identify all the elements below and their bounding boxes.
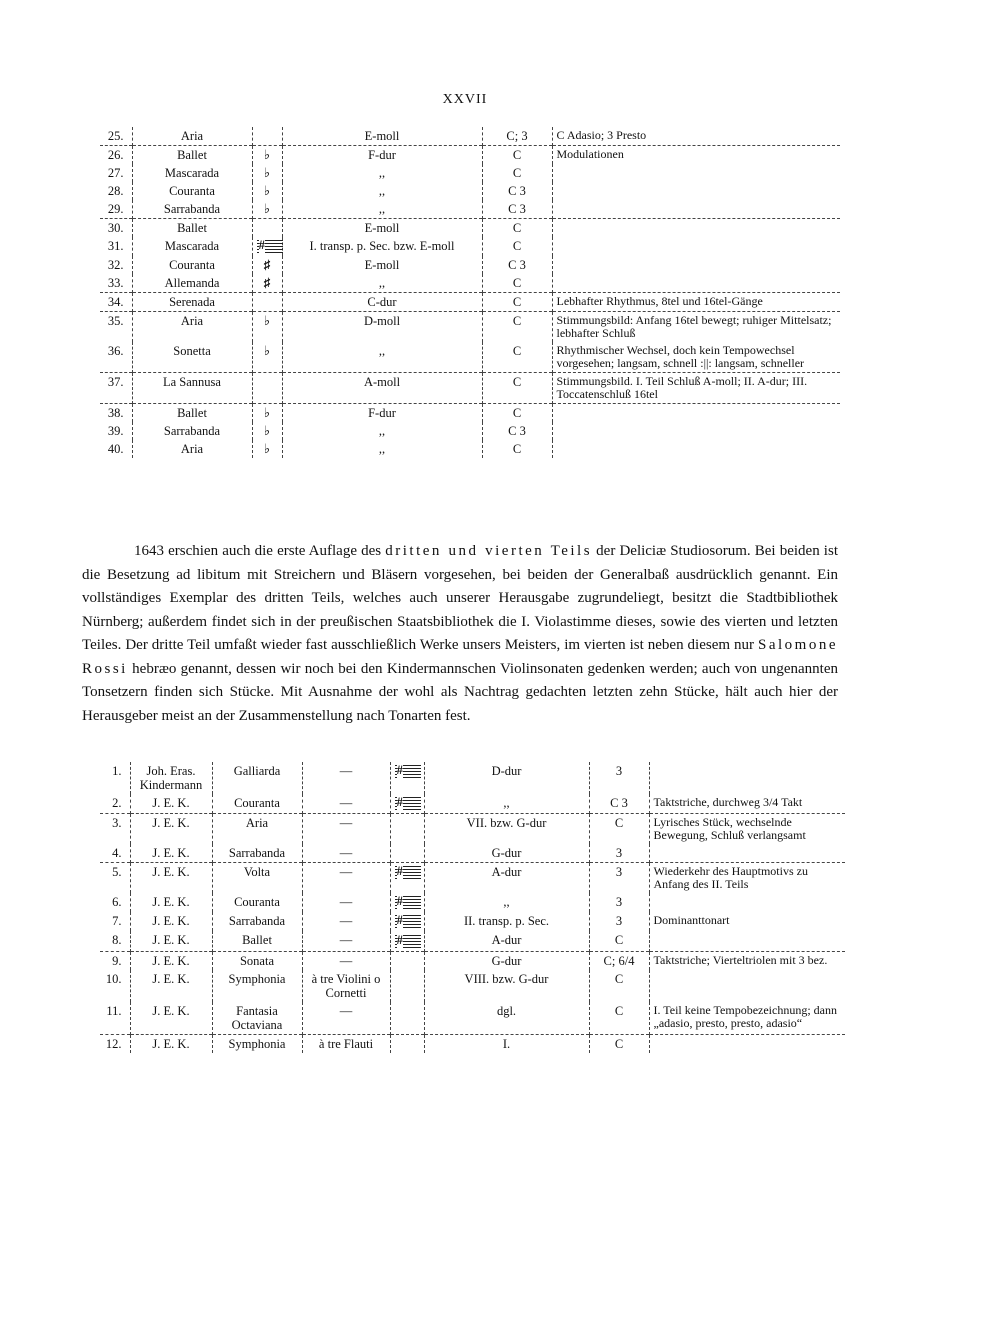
key-signature: ♭ xyxy=(252,164,282,182)
composer: J. E. K. xyxy=(130,893,212,912)
table-row xyxy=(100,274,840,293)
clef-cell xyxy=(390,863,424,894)
meter: C 3 xyxy=(482,182,552,200)
piece-title: Sonetta xyxy=(132,342,252,373)
key-name: F-dur xyxy=(282,146,482,165)
key-signature: ♯ xyxy=(252,256,282,274)
meter: C xyxy=(589,970,649,1002)
meter: 3 xyxy=(589,844,649,863)
entry-number: 35. xyxy=(100,312,132,343)
table-row xyxy=(100,237,840,256)
entry-number: 30. xyxy=(100,219,132,238)
remark xyxy=(649,844,845,863)
entry-number: 34. xyxy=(100,293,132,312)
entry-number: 4. xyxy=(112,846,122,861)
meter: 3 xyxy=(589,912,649,931)
remark xyxy=(552,182,840,200)
entry-number: 32. xyxy=(107,258,124,273)
key-name: dgl. xyxy=(424,1002,589,1035)
key-signature: ♭ xyxy=(252,422,282,440)
page-number: XXVII xyxy=(442,92,488,107)
table-row xyxy=(100,1002,845,1035)
piece-title: Symphonia xyxy=(212,970,302,1002)
table-row xyxy=(100,814,845,845)
clef-staff-icon xyxy=(257,240,283,254)
piece-title: Mascarada xyxy=(132,237,252,256)
entry-number: 36. xyxy=(107,344,124,359)
meter: C 3 xyxy=(589,794,649,814)
key-name: C-dur xyxy=(282,293,482,312)
entry-number: 9. xyxy=(100,951,130,970)
entry-number: 38. xyxy=(100,404,132,423)
meter: C xyxy=(482,237,552,256)
table-row xyxy=(100,312,840,343)
table-row xyxy=(100,342,840,373)
piece-title: Couranta xyxy=(212,794,302,814)
remark: Taktstriche; Vierteltriolen mit 3 bez. xyxy=(649,951,845,970)
remark: Lebhafter Rhythmus, 8tel und 16tel-Gänge xyxy=(552,293,840,312)
table-row xyxy=(100,146,840,165)
prose-part-2: der Deliciæ Studiosorum. Bei beiden ist die Besetzung ad libitum mit Streichern und Bläsern vorgesehen, bei beiden der Generalbaß ausdrücklich genannt. Ein vollständiges Exemplar des dritten Teils, welches auch unserer Herausgabe zugrundeliegt, besitzt die Stadtbibliothek Nürnberg; außerdem findet sich in der preußischen Staatsbibliothek die I. Violastimme dieses, sowie des vierten und letzten Teiles. Der dritte Teil umfaßt wieder fast ausschließlich Werke unsers Meisters, im vierten ist neben diesem nur xyxy=(82,543,838,653)
piece-title: La Sannusa xyxy=(132,373,252,404)
piece-title: Couranta xyxy=(132,256,252,274)
remark: Dominanttonart xyxy=(649,912,845,931)
piece-title: Aria xyxy=(132,440,252,458)
remark: Lyrisches Stück, wechselnde Bewegung, Schluß verlangsamt xyxy=(649,814,845,845)
clef-staff-icon xyxy=(395,797,421,811)
composer: Joh. Eras. Kindermann xyxy=(130,762,212,794)
scoring: — xyxy=(302,951,390,970)
key-signature: ♭ xyxy=(252,182,282,200)
clef-staff-icon xyxy=(395,935,421,949)
composer: J. E. K. xyxy=(130,951,212,970)
key-name: D-dur xyxy=(424,762,589,794)
meter: C xyxy=(482,440,552,458)
scoring: — xyxy=(302,762,390,794)
table-row xyxy=(100,422,840,440)
meter: 3 xyxy=(589,762,649,794)
meter: C xyxy=(482,274,552,293)
piece-title: Couranta xyxy=(132,182,252,200)
key-name: VIII. bzw. G-dur xyxy=(424,970,589,1002)
key-name: I. xyxy=(424,1034,589,1053)
clef-cell xyxy=(390,893,424,912)
entry-number: 1. xyxy=(112,764,122,778)
key-signature: ♯ xyxy=(252,274,282,293)
entry-number: 37. xyxy=(100,373,132,404)
key-name: ,, xyxy=(282,422,482,440)
entry-number: 28. xyxy=(107,184,124,198)
meter: C 3 xyxy=(482,422,552,440)
key-signature xyxy=(252,219,282,238)
key-name: D-moll xyxy=(282,312,482,343)
scoring: — xyxy=(302,794,390,814)
meter: C; 6/4 xyxy=(589,951,649,970)
entry-number: 7. xyxy=(112,914,122,929)
key-name: E-moll xyxy=(282,127,482,146)
piece-title: Aria xyxy=(132,312,252,343)
key-name: E-moll xyxy=(282,219,482,238)
remark: Wiederkehr des Hauptmotivs zu Anfang des II. Teils xyxy=(649,863,845,894)
meter: 3 xyxy=(589,863,649,894)
table-row xyxy=(100,1034,845,1053)
table-row xyxy=(100,127,840,146)
piece-title: Mascarada xyxy=(132,164,252,182)
key-signature: ♭ xyxy=(252,312,282,343)
table-row xyxy=(100,164,840,182)
composer: J. E. K. xyxy=(130,863,212,894)
table-row xyxy=(100,863,845,894)
remark xyxy=(552,200,840,219)
remark xyxy=(552,404,840,423)
remark xyxy=(649,893,845,912)
remark xyxy=(552,274,840,293)
clef-cell xyxy=(390,970,424,1002)
remark: Stimmungsbild: Anfang 16tel bewegt; ruhiger Mittelsatz; lebhafter Schluß xyxy=(552,312,840,343)
table-row xyxy=(100,951,845,970)
key-name: A-moll xyxy=(282,373,482,404)
table-row xyxy=(100,912,845,931)
key-name: ,, xyxy=(282,440,482,458)
remark: Rhythmischer Wechsel, doch kein Tempowechsel vorgesehen; langsam, schnell :||: langsam, schneller xyxy=(552,342,840,373)
composer: J. E. K. xyxy=(130,931,212,951)
key-signature xyxy=(252,127,282,146)
key-name: A-dur xyxy=(424,931,589,951)
remark xyxy=(552,440,840,458)
key-name: II. transp. p. Sec. xyxy=(424,912,589,931)
entry-number: 11. xyxy=(106,1003,122,1018)
entry-number: 10. xyxy=(105,971,122,986)
composer: J. E. K. xyxy=(130,1034,212,1053)
meter: C; 3 xyxy=(482,127,552,146)
clef-cell xyxy=(390,1002,424,1035)
key-signature: ♭ xyxy=(252,342,282,373)
meter: C xyxy=(482,219,552,238)
prose-emphasis-rossi: Salomone Rossi xyxy=(82,637,838,677)
key-name: G-dur xyxy=(424,951,589,970)
key-name: G-dur xyxy=(424,844,589,863)
table-row xyxy=(100,440,840,458)
piece-title: Ballet xyxy=(132,404,252,423)
key-name: I. transp. p. Sec. bzw. E-moll xyxy=(282,237,482,256)
meter: C xyxy=(482,312,552,343)
remark xyxy=(552,256,840,274)
key-name: ,, xyxy=(282,164,482,182)
table-row xyxy=(100,893,845,912)
entry-number: 39. xyxy=(107,424,124,439)
table-row xyxy=(100,256,840,274)
entry-number: 8. xyxy=(112,933,122,948)
remark xyxy=(649,970,845,1002)
piece-title: Sonata xyxy=(212,951,302,970)
remark xyxy=(552,219,840,238)
remark xyxy=(552,237,840,256)
key-name: ,, xyxy=(282,342,482,373)
piece-title: Ballet xyxy=(132,146,252,165)
table-row xyxy=(100,762,845,794)
catalog-table-part-two xyxy=(100,127,840,458)
table-row xyxy=(100,219,840,238)
composer: J. E. K. xyxy=(130,794,212,814)
key-signature xyxy=(252,237,282,256)
remark xyxy=(552,164,840,182)
scoring: — xyxy=(302,912,390,931)
catalog-table-part-three xyxy=(100,762,845,1053)
entry-number: 5. xyxy=(100,863,130,894)
composer: J. E. K. xyxy=(130,814,212,845)
meter: C xyxy=(589,1034,649,1053)
scoring: — xyxy=(302,844,390,863)
entry-number: 2. xyxy=(112,796,122,810)
clef-cell xyxy=(390,794,424,814)
composer: J. E. K. xyxy=(130,970,212,1002)
key-name: ,, xyxy=(282,274,482,293)
scoring: — xyxy=(302,1002,390,1035)
key-name: ,, xyxy=(424,794,589,814)
remark xyxy=(649,762,845,794)
table-row xyxy=(100,970,845,1002)
entry-number: 26. xyxy=(100,146,132,165)
key-name: VII. bzw. G-dur xyxy=(424,814,589,845)
piece-title: Aria xyxy=(212,814,302,845)
scoring: — xyxy=(302,814,390,845)
remark: Taktstriche, durchweg 3/4 Takt xyxy=(649,794,845,814)
composer: J. E. K. xyxy=(130,844,212,863)
clef-cell xyxy=(390,1034,424,1053)
key-name: E-moll xyxy=(282,256,482,274)
scoring: à tre Violini o Cornetti xyxy=(302,970,390,1002)
remark xyxy=(552,422,840,440)
prose-part-1: 1643 erschien auch die erste Auflage des xyxy=(134,543,386,559)
piece-title: Aria xyxy=(132,127,252,146)
piece-title: Galliarda xyxy=(212,762,302,794)
clef-staff-icon xyxy=(395,765,421,779)
composer: J. E. K. xyxy=(130,1002,212,1035)
piece-title: Serenada xyxy=(132,293,252,312)
clef-cell xyxy=(390,844,424,863)
entry-number: 3. xyxy=(100,814,130,845)
entry-number: 29. xyxy=(107,202,124,216)
key-name: F-dur xyxy=(282,404,482,423)
composer: J. E. K. xyxy=(130,912,212,931)
table-row xyxy=(100,931,845,951)
table-row xyxy=(100,844,845,863)
entry-number: 12. xyxy=(100,1034,130,1053)
entry-number: 25. xyxy=(107,129,124,143)
remark xyxy=(649,931,845,951)
key-signature: ♭ xyxy=(252,200,282,219)
meter: C xyxy=(482,342,552,373)
key-name: ,, xyxy=(424,893,589,912)
table-row xyxy=(100,794,845,814)
piece-title: Sarrabanda xyxy=(132,422,252,440)
remark: C Adasio; 3 Presto xyxy=(552,127,840,146)
key-signature: ♭ xyxy=(252,404,282,423)
piece-title: Sarrabanda xyxy=(212,844,302,863)
clef-cell xyxy=(390,814,424,845)
key-signature xyxy=(252,293,282,312)
meter: C xyxy=(482,146,552,165)
clef-cell xyxy=(390,931,424,951)
piece-title: Volta xyxy=(212,863,302,894)
body-text xyxy=(82,540,838,728)
remark xyxy=(649,1034,845,1053)
table-row xyxy=(100,293,840,312)
table-row xyxy=(100,200,840,219)
prose-part-3: hebræo genannt, dessen wir noch bei den Kindermannschen Violinsonaten gedenken werden; auch von ungenannten Tonsetzern finden sich Stücke. Mit Ausnahme der wohl als Nachtrag gedachten letzten zehn Stücke, hält auch hier der Herausgeber meist an der Zusammenstellung nach Tonarten fest. xyxy=(82,660,838,724)
table-row xyxy=(100,182,840,200)
scoring: à tre Flauti xyxy=(302,1034,390,1053)
scoring: — xyxy=(302,931,390,951)
piece-title: Ballet xyxy=(212,931,302,951)
piece-title: Sarrabanda xyxy=(132,200,252,219)
entry-number: 40. xyxy=(107,442,124,457)
prose-emphasis-parts: dritten und vierten Teils xyxy=(385,543,593,559)
remark: Modulationen xyxy=(552,146,840,165)
key-name: ,, xyxy=(282,200,482,219)
scoring: — xyxy=(302,863,390,894)
key-name: ,, xyxy=(282,182,482,200)
meter: C xyxy=(482,164,552,182)
clef-cell xyxy=(390,951,424,970)
meter: C xyxy=(589,814,649,845)
piece-title: Fantasia Octaviana xyxy=(212,1002,302,1035)
meter: C 3 xyxy=(482,200,552,219)
meter: C xyxy=(482,404,552,423)
meter: 3 xyxy=(589,893,649,912)
clef-staff-icon xyxy=(395,915,421,929)
meter: C xyxy=(589,931,649,951)
key-signature: ♭ xyxy=(252,440,282,458)
piece-title: Allemanda xyxy=(132,274,252,293)
clef-staff-icon xyxy=(395,896,421,910)
meter: C xyxy=(482,293,552,312)
piece-title: Sarrabanda xyxy=(212,912,302,931)
remark: Stimmungsbild. I. Teil Schluß A-moll; II. A-dur; III. Toccatenschluß 16tel xyxy=(552,373,840,404)
table-row xyxy=(100,404,840,423)
key-signature xyxy=(252,373,282,404)
key-name: A-dur xyxy=(424,863,589,894)
clef-cell xyxy=(390,762,424,794)
remark: I. Teil keine Tempobezeichnung; dann „adasio, presto, presto, adasio“ xyxy=(649,1002,845,1035)
meter: C xyxy=(482,373,552,404)
entry-number: 33. xyxy=(107,276,124,291)
meter: C 3 xyxy=(482,256,552,274)
entry-number: 31. xyxy=(107,239,124,253)
meter: C xyxy=(589,1002,649,1035)
key-signature: ♭ xyxy=(252,146,282,165)
entry-number: 27. xyxy=(107,166,124,180)
piece-title: Ballet xyxy=(132,219,252,238)
clef-cell xyxy=(390,912,424,931)
scoring: — xyxy=(302,893,390,912)
entry-number: 6. xyxy=(112,895,122,910)
clef-staff-icon xyxy=(395,866,421,880)
table-row xyxy=(100,373,840,404)
piece-title: Couranta xyxy=(212,893,302,912)
piece-title: Symphonia xyxy=(212,1034,302,1053)
